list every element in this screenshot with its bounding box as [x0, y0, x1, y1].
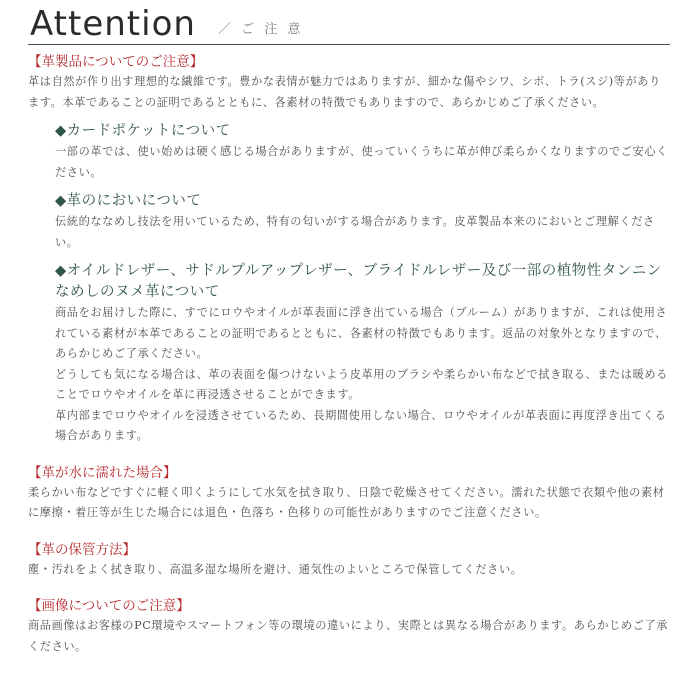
- subsection-heading: ◆カードポケットについて: [55, 123, 231, 139]
- subsection-text: どうしても気になる場合は、革の表面を傷つけないよう皮革用のブラシや柔らかい布などで拭き取る、または暖めることでロウやオイルを革に再浸透させることができます。: [55, 367, 668, 401]
- subsection-card-pocket: [55, 121, 670, 183]
- section-text: 革は自然が作り出す理想的な繊維です。豊かな表情が魅力ではありますが、細かな傷やシワ、シボ、トラ(スジ)等があります。本革であることの証明であるとともに、各素材の特徴でもありますので、あらかじめご了承ください。: [28, 75, 661, 109]
- section-storage: [28, 540, 670, 581]
- subsection-text: 一部の革では、使い始めは硬く感じる場合がありますが、使っていくうちに革が伸び柔らかくなりますのでご安心ください。: [55, 145, 668, 179]
- page-header: [28, 4, 670, 44]
- section-heading: 【革製品についてのご注意】: [28, 54, 204, 70]
- section-text: 塵・汚れをよく拭き取り、高温多湿な場所を避け、通気性のよいところで保管してください。: [28, 562, 523, 576]
- section-heading: 【革の保管方法】: [28, 541, 136, 558]
- section-text: 商品画像はお客様のPC環境やスマートフォン等の環境の違いにより、実際とは異なる場合があります。あらかじめご了承ください。: [28, 619, 669, 653]
- page-title: Attention: [30, 4, 196, 44]
- subsection-heading: ◆オイルドレザー、サドルプルアップレザー、ブライドルレザー及び一部の植物性タンニンなめしのヌメ革について: [55, 263, 662, 300]
- section-wet: [28, 463, 670, 524]
- attention-content: [28, 52, 670, 657]
- subsection-smell: [55, 191, 670, 253]
- subsection-heading: ◆革のにおいについて: [55, 193, 202, 209]
- section-leather-notes: [28, 52, 670, 447]
- section-text: 柔らかい布などですぐに軽く叩くようにして水気を拭き取り、日陰で乾燥させてください。濡れた状態で衣類や他の素材に摩擦・着圧等が生じた場合には退色・色落ち・色移りの可能性がありますのでご注意ください。: [28, 485, 665, 519]
- section-heading: 【革が水に濡れた場合】: [28, 464, 177, 481]
- subsection-text: 革内部までロウやオイルを浸透させているため、長期間使用しない場合、ロウやオイルが革表面に再度浮き出てくる場合があります。: [55, 408, 667, 442]
- section-images: [28, 596, 670, 657]
- subsection-text: 商品をお届けした際に、すでにロウやオイルが革表面に浮き出ている場合（ブルーム）がありますが、これは使用されている素材が本革であることの証明であるとともに、各素材の特徴でもあります。返品の対象外となりますので、あらかじめご了承ください。: [55, 306, 668, 360]
- header-divider: [28, 44, 670, 45]
- subsection-text: 伝統的ななめし技法を用いているため、特有の匂いがする場合があります。皮革製品本来のにおいとご理解ください。: [55, 215, 655, 249]
- subsection-oiled-leather: [55, 261, 670, 447]
- section-heading: 【画像についてのご注意】: [28, 598, 190, 614]
- page-subtitle: ／ ご 注 意: [218, 22, 304, 37]
